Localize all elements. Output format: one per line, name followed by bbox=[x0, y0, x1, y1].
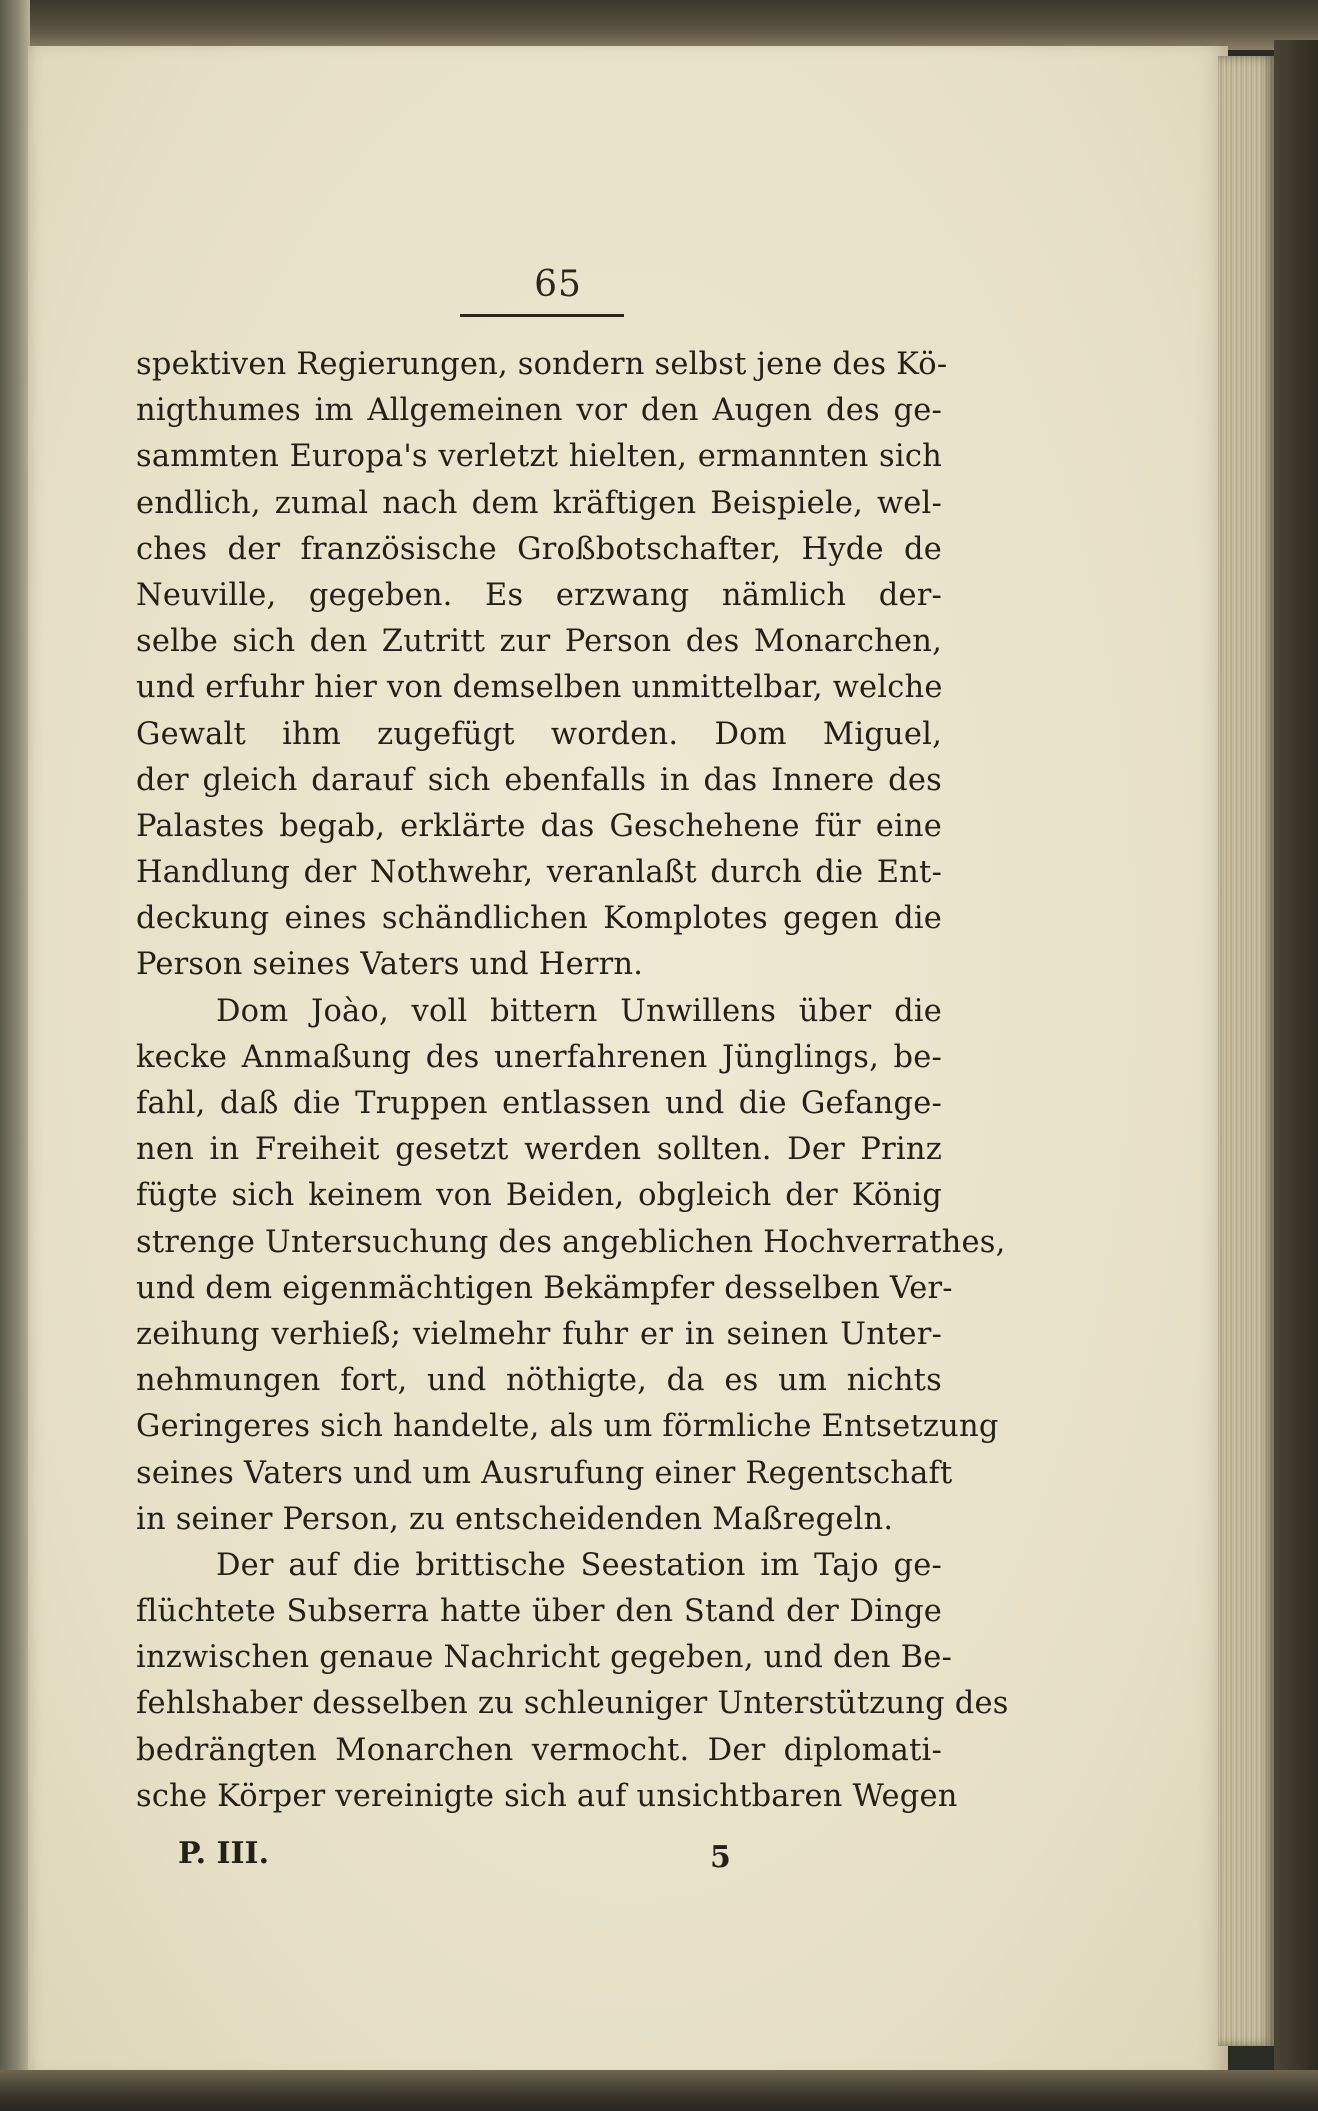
page-fore-edge bbox=[1218, 56, 1274, 2046]
text-line: Neuville, gegeben. Es erzwang nämlich der- bbox=[136, 577, 942, 613]
text-line: nigthumes im Allgemeinen vor den Augen des ge- bbox=[136, 393, 942, 429]
book-cover-edge bbox=[1274, 40, 1318, 2080]
text-line: seines Vaters und um Ausrufung einer Regentschaft bbox=[136, 1455, 953, 1491]
book-top-edge bbox=[30, 0, 1318, 50]
signature-number: 5 bbox=[710, 1840, 731, 1875]
book-binding bbox=[0, 0, 30, 2111]
signature-mark: P. III. bbox=[178, 1836, 270, 1871]
text-line: fügte sich keinem von Beiden, obgleich der König bbox=[136, 1178, 942, 1214]
text-line: und dem eigenmächtigen Bekämpfer desselben Ver- bbox=[136, 1270, 953, 1306]
text-line: nehmungen fort, und nöthigte, da es um nichts bbox=[136, 1363, 942, 1399]
text-line: bedrängten Monarchen vermocht. Der diplomati- bbox=[136, 1732, 942, 1768]
text-line: fahl, daß die Truppen entlassen und die Gefange- bbox=[136, 1086, 942, 1121]
text-line: und erfuhr hier von demselben unmittelbar, welche bbox=[136, 670, 943, 706]
paragraph-start: Dom Joào, voll bittern Unwillens über die bbox=[216, 993, 942, 1029]
text-line: sche Körper vereinigte sich auf unsichtbaren Wegen bbox=[136, 1778, 958, 1814]
text-line: deckung eines schändlichen Komplotes gegen die bbox=[136, 901, 942, 937]
text-line: selbe sich den Zutritt zur Person des Monarchen, bbox=[136, 624, 942, 660]
page-footer bbox=[136, 1836, 942, 1882]
text-line: kecke Anmaßung des unerfahrenen Jünglings, be- bbox=[136, 1039, 942, 1075]
text-line: Geringeres sich handelte, als um förmliche Entsetzung bbox=[136, 1409, 999, 1445]
book-page bbox=[28, 46, 1228, 2076]
body-text bbox=[136, 342, 1009, 1820]
text-line: spektiven Regierungen, sondern selbst jene des Kö- bbox=[136, 347, 948, 382]
text-line: in seiner Person, zu entscheidenden Maßregeln. bbox=[136, 1501, 894, 1537]
paragraph-start: Der auf die brittische Seestation im Tajo ge- bbox=[216, 1547, 942, 1583]
header-rule bbox=[460, 314, 624, 317]
text-line: fehlshaber desselben zu schleuniger Unterstützung des bbox=[136, 1686, 1009, 1722]
text-line: inzwischen genaue Nachricht gegeben, und den Be- bbox=[136, 1640, 953, 1676]
text-line: endlich, zumal nach dem kräftigen Beispiele, wel- bbox=[136, 485, 942, 521]
text-line: der gleich darauf sich ebenfalls in das Innere des bbox=[136, 762, 942, 798]
text-line: zeihung verhieß; vielmehr fuhr er in seinen Unter- bbox=[136, 1316, 942, 1352]
text-line: sammten Europa's verletzt hielten, ermannten sich bbox=[136, 439, 942, 475]
text-line: Gewalt ihm zugefügt worden. Dom Miguel, bbox=[136, 716, 942, 752]
text-line: Palastes begab, erklärte das Geschehene für eine bbox=[136, 808, 942, 844]
text-line: strenge Untersuchung des angeblichen Hochverrathes, bbox=[136, 1224, 1006, 1260]
page-number: 65 bbox=[534, 264, 582, 305]
text-line: flüchtete Subserra hatte über den Stand der Dinge bbox=[136, 1594, 942, 1630]
text-line: Person seines Vaters und Herrn. bbox=[136, 947, 644, 983]
text-line: nen in Freiheit gesetzt werden sollten. Der Prinz bbox=[136, 1132, 942, 1168]
book-bottom-edge bbox=[0, 2070, 1318, 2111]
text-line: Handlung der Nothwehr, veranlaßt durch die Ent- bbox=[136, 855, 942, 891]
text-line: ches der französische Großbotschafter, Hyde de bbox=[136, 531, 942, 567]
